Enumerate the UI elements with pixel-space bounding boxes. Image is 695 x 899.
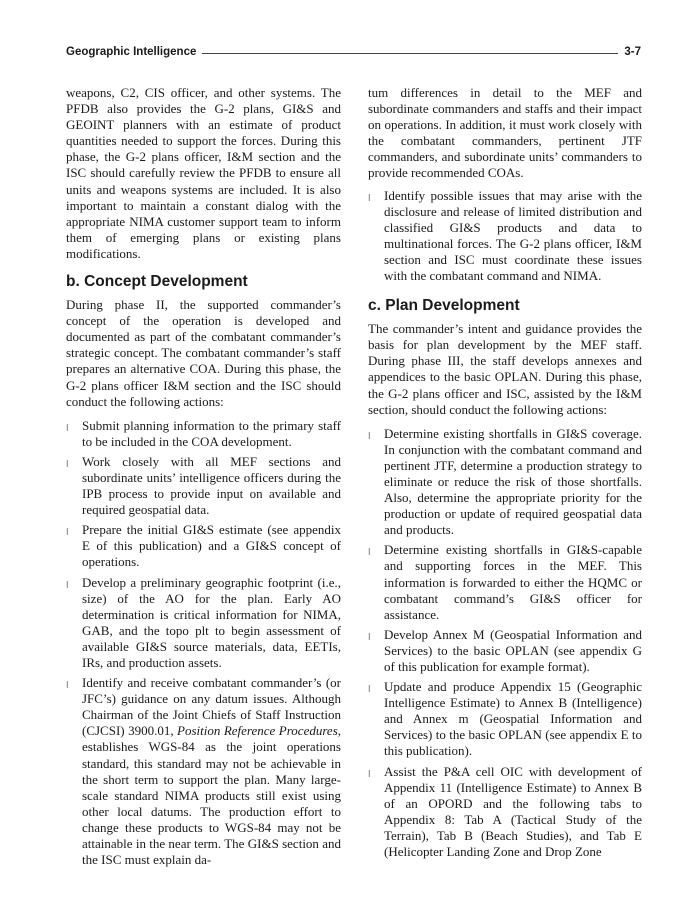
concept-action-list [66, 418, 341, 869]
bullet-item [368, 627, 642, 675]
bullet-marker: l [368, 685, 371, 696]
bullet-text: Assist the P&A cell OIC with development of Appendix 11 (Intelligence Estimate) to Annex B of an OPORD and the following tabs to Appendix 8: Tab A (Tactical Study of the Terrain), Tab B (Beach Studies), and Tab E (Helicopter Landing Zone and Drop Zone [384, 763, 642, 860]
bullet-marker: l [368, 193, 371, 204]
bullet-text: Develop Annex M (Geospatial Information and Services) to the basic OPLAN (see appendix G of this publication for example format). [384, 626, 642, 674]
bullet-text: Determine existing shortfalls in GI&S-capable and supporting forces in the MEF. This information is forwarded to either the HQMC or combatant command’s GI&S officer for assistance. [384, 542, 642, 622]
right-column [368, 85, 642, 860]
bullet-marker: l [368, 548, 371, 559]
page-number: 3-7 [624, 46, 641, 58]
publication-title: Position Reference Procedures [177, 723, 338, 739]
bullet-item [66, 575, 341, 672]
bullet-marker: l [66, 423, 69, 434]
bullet-text: Prepare the initial GI&S estimate (see appendix E of this publication) and a GI&S concept of operations. [82, 522, 341, 570]
bullet-text: Identify possible issues that may arise with the disclosure and release of limited distribution and classified GI&S products and data to multinational forces. The G-2 plans officer, I&M section and ISC must coordinate these issues with the combatant command and NIMA. [384, 187, 642, 284]
bullet-item [368, 542, 642, 622]
bullet-item [368, 426, 642, 539]
bullet-item [66, 418, 341, 450]
bullet-text: Update and produce Appendix 15 (Geographic Intelligence Estimate) to Annex B (Intelligence) and Annex m (Geospatial Information and Services) to the basic OPLAN (see appendix E to this publication). [384, 679, 642, 759]
continued-paragraph: tum differences in detail to the MEF and subordinate commanders and staffs and their impact on operations. In addition, it must work closely with the combatant commanders, pertinent JTF commanders, and subordinate units’ commanders to provide recommended COAs. [368, 85, 642, 181]
bullet-marker: l [368, 431, 371, 442]
bullet-item [368, 188, 642, 285]
bullet-item [368, 679, 642, 759]
bullet-text-part: Identify and receive combatant commander’s (or JFC’s) guidance on any datum issues. Although Chairman of the Joint Chiefs of Staff Instruction (CJCSI) 3900.01, [82, 675, 341, 739]
plan-paragraph: The commander’s intent and guidance provides the basis for plan development by the MEF staff. During phase III, the staff develops annexes and appendices to the basic OPLAN. During this phase, the G-2 plans officer and ISC, assisted by the I&M section, should conduct the following actions: [368, 321, 642, 417]
section-heading-plan-development: c. Plan Development [368, 297, 520, 315]
bullet-marker: l [368, 769, 371, 780]
bullet-marker: l [66, 681, 69, 692]
bullet-text: Develop a preliminary geographic footprint (i.e., size) of the AO for the plan. Early AO determination is critical information for NIMA, GAB, and the topo plt to begin assessment of available GI&S source materials, data, EETIs, IRs, and production assets. [82, 574, 341, 670]
bullet-text-part: , establishes WGS-84 as the joint operations standard, this standard may not be achievable in the short term to support the plan. Many large-scale standard NIMA products still exist using other local datums. The production effort to change these products to WGS-84 may not be attainable in the near term. The GI&S section and the ISC must explain da- [82, 723, 341, 868]
bullet-item [66, 675, 341, 868]
bullet-item [66, 522, 341, 570]
section-heading-concept-development: b. Concept Development [66, 273, 248, 291]
bullet-marker: l [66, 580, 69, 591]
bullet-text [82, 675, 341, 867]
bullet-item [368, 764, 642, 861]
concept-action-list-continued [368, 188, 642, 285]
plan-action-list [368, 426, 642, 860]
bullet-marker: l [368, 632, 371, 643]
header-rule [202, 53, 618, 54]
running-header [66, 40, 641, 58]
bullet-marker: l [66, 459, 69, 470]
bullet-marker: l [66, 528, 69, 539]
bullet-text: Submit planning information to the primary staff to be included in the COA development. [82, 417, 341, 449]
intro-paragraph: weapons, C2, CIS officer, and other systems. The PFDB also provides the G-2 plans, GI&S and GEOINT planners with an estimate of product quantities needed to support the forces. During this phase, the G-2 plans officer, I&M section and the ISC should carefully review the PFDB to ensure all units and weapons systems are included. It is also important to maintain a constant dialog with the appropriate NIMA customer support team to inform them of emerging plans or existing plans modifications. [66, 85, 341, 261]
bullet-item [66, 454, 341, 518]
left-column [66, 85, 341, 868]
bullet-text: Work closely with all MEF sections and subordinate units’ intelligence officers during the IPB process to provide input on available and required geospatial data. [82, 453, 341, 518]
bullet-text: Determine existing shortfalls in GI&S coverage. In conjunction with the combatant command and pertinent JTF, determine a production strategy to eliminate or reduce the risk of those shortfalls. Also, determine the appropriate priority for the production or update of required geospatial data and products. [384, 425, 642, 538]
concept-paragraph: During phase II, the supported commander’s concept of the operation is developed and documented as part of the combatant commander’s strategic concept. The combatant commander’s staff prepares an alternative COA. During this phase, the G-2 plans officer I&M section and the ISC should conduct the following actions: [66, 297, 341, 409]
header-title: Geographic Intelligence [66, 46, 197, 58]
